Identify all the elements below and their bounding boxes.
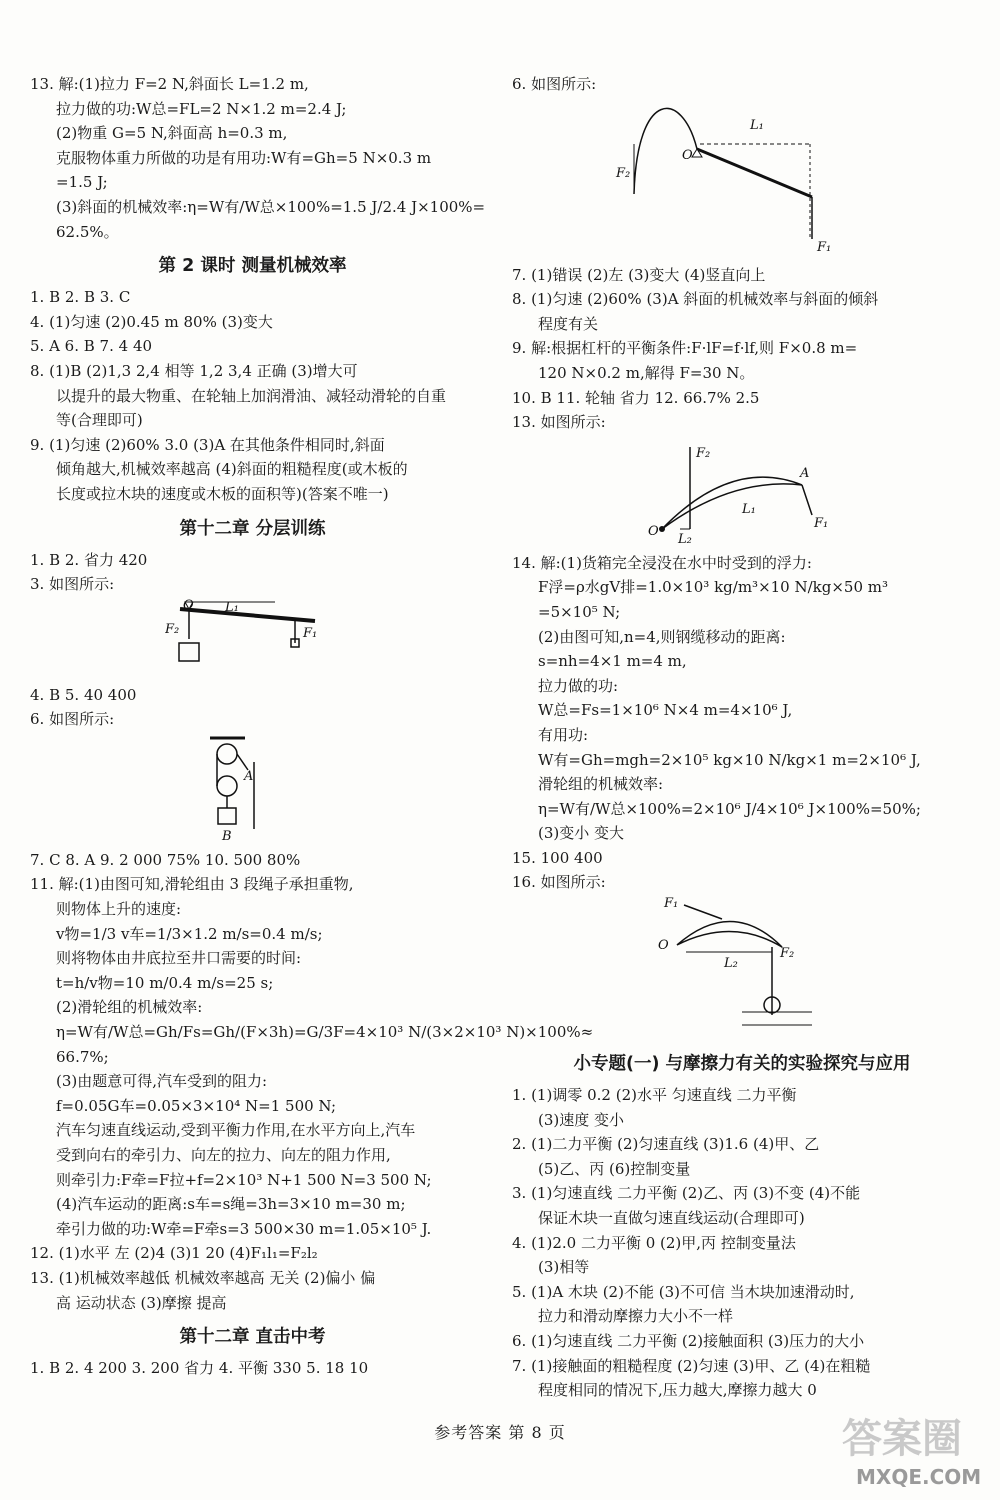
answer-line: 13. 解:(1)拉力 F=2 N,斜面长 L=1.2 m, <box>30 75 309 93</box>
answer-line: 克服物体重力所做的功是有用功:W有=Gh=5 N×0.3 m <box>56 148 432 167</box>
answer-line: 62.5%。 <box>56 222 119 241</box>
answer-line: (3)由题意可得,汽车受到的阻力: <box>56 1072 268 1091</box>
figure-lever-q6-right <box>612 99 852 259</box>
movable-pulley-icon <box>217 776 237 796</box>
answer-line: 汽车匀速直线运动,受到平衡力作用,在水平方向上,汽车 <box>56 1121 416 1140</box>
answer-line: 4. (1)匀速 (2)0.45 m 80% (3)变大 <box>30 312 273 331</box>
answer-line: (2)物重 G=5 N,斜面高 h=0.3 m, <box>56 124 288 143</box>
label-f1: F₁ <box>814 515 829 531</box>
answer-line: 8. (1)B (2)1,3 2,4 相等 1,2 3,4 正确 (3)增大可 <box>30 361 358 380</box>
svg-text:MXQE.COM: MXQE.COM <box>856 1465 982 1489</box>
label-l1: L₁ <box>742 501 756 517</box>
weight-block <box>179 643 199 661</box>
figure-lever-q16 <box>652 897 832 1042</box>
answer-line: 7. (1)接触面的粗糙程度 (2)匀速 (3)甲、乙 (4)在粗糙 <box>512 1356 871 1375</box>
answer-line: (3)相等 <box>538 1258 590 1277</box>
answer-line: 6. 如图所示: <box>30 710 115 729</box>
answer-line: 9. 解:根据杠杆的平衡条件:F·lF=f·lf,则 F×0.8 m= <box>512 339 858 358</box>
svg-text:答案圈: 答案圈 <box>842 1416 962 1462</box>
answer-line: (3)速度 变小 <box>538 1110 625 1129</box>
fixed-pulley-icon <box>217 744 237 764</box>
label-f1: F₁ <box>664 897 679 912</box>
answer-line: η=W有/W总=Gh/Fs=Gh/(F×3h)=G/3F=4×10³ N/(3×2×10³ N)×100%≈ <box>56 1023 594 1042</box>
label-o: O <box>183 598 194 613</box>
answer-line: s=nh=4×1 m=4 m, <box>538 652 687 671</box>
label-l1: L₁ <box>225 599 239 615</box>
answer-line: 牵引力做的功:W牵=F牵s=3 500×30 m=1.05×10⁵ J. <box>56 1219 432 1238</box>
answer-line: 1. B 2. 省力 420 <box>30 550 148 569</box>
answer-line: 长度或拉木块的速度或木板的面积等)(答案不唯一) <box>56 484 389 503</box>
label-b: B <box>222 828 232 844</box>
answer-line: 14. 解:(1)货箱完全浸没在水中时受到的浮力: <box>512 553 812 572</box>
section-heading: 小专题(一) 与摩擦力有关的实验探究与应用 <box>573 1054 911 1075</box>
label-f2: F₂ <box>616 165 631 181</box>
answer-line: 11. 解:(1)由图可知,滑轮组由 3 段绳子承担重物, <box>30 875 354 894</box>
figure-pulley-q6 <box>200 734 280 844</box>
answer-line: 则牵引力:F牵=F拉+f=2×10³ N+1 500 N=3 500 N; <box>56 1170 432 1189</box>
answer-line: 4. B 5. 40 400 <box>30 685 137 704</box>
answer-line: 保证木块一直做匀速直线运动(合理即可) <box>538 1209 805 1228</box>
block-b <box>218 808 236 824</box>
answer-line: 拉力做的功: <box>538 676 619 695</box>
answer-line: 有用功: <box>538 725 589 744</box>
pivot-icon <box>659 526 665 532</box>
answer-line: 则将物体由井底拉至井口需要的时间: <box>56 949 302 968</box>
answer-line: 程度相同的情况下,压力越大,摩擦力越大 0 <box>538 1381 817 1400</box>
answer-line: 15. 100 400 <box>512 848 603 867</box>
answer-line: (3)斜面的机械效率:η=W有/W总×100%=1.5 J/2.4 J×100%= <box>56 197 486 216</box>
force-f1-arrow <box>684 905 722 919</box>
answer-line: 2. (1)二力平衡 (2)匀速直线 (3)1.6 (4)甲、乙 <box>512 1135 820 1154</box>
answer-line: 6. 如图所示: <box>512 75 597 93</box>
figure-lever-q3 <box>165 599 335 679</box>
answer-line: 1. (1)调零 0.2 (2)水平 匀速直线 二力平衡 <box>512 1086 797 1105</box>
answer-line: W有=Gh=mgh=2×10⁵ kg×10 N/kg×1 m=2×10⁶ J, <box>538 750 921 769</box>
answer-line: F浮=ρ水gV排=1.0×10³ kg/m³×10 N/kg×50 m³ <box>538 578 889 597</box>
answer-line: f=0.05G车=0.05×3×10⁴ N=1 500 N; <box>56 1096 337 1115</box>
label-f1: F₁ <box>817 239 832 255</box>
lever-arm <box>697 149 812 197</box>
answer-line: 1. B 2. B 3. C <box>30 288 131 307</box>
figure-lever-q13 <box>642 437 832 547</box>
force-f1-arrow <box>802 485 812 515</box>
answer-line: 9. (1)匀速 (2)60% 3.0 (3)A 在其他条件相同时,斜面 <box>30 435 385 454</box>
answer-line: 等(合理即可) <box>56 411 143 430</box>
answer-line: 倾角越大,机械效率越高 (4)斜面的粗糙程度(或木板的 <box>56 460 408 479</box>
answer-line: 13. 如图所示: <box>512 413 606 432</box>
answer-line: 7. (1)错误 (2)左 (3)变大 (4)竖直向上 <box>512 265 766 284</box>
answer-line: 以提升的最大物重、在轮轴上加润滑油、减轻动滑轮的自重 <box>56 386 447 405</box>
label-o: O <box>658 938 669 954</box>
answer-line: (2)滑轮组的机械效率: <box>56 998 203 1017</box>
answer-line: η=W有/W总×100%=2×10⁶ J/4×10⁶ J×100%=50%; <box>538 799 921 818</box>
page-footer: 参考答案 第 8 页 <box>434 1423 566 1442</box>
answer-line: 滑轮组的机械效率: <box>538 775 664 794</box>
label-l2: L₂ <box>724 956 738 972</box>
answer-line: 7. C 8. A 9. 2 000 75% 10. 500 80% <box>30 850 301 869</box>
answer-line: 13. (1)机械效率越低 机械效率越高 无关 (2)偏小 偏 <box>30 1268 376 1287</box>
answer-line: 1. B 2. 4 200 3. 200 省力 4. 平衡 330 5. 18 10 <box>30 1359 369 1378</box>
label-f1: F₁ <box>303 625 318 641</box>
label-o: O <box>682 147 693 163</box>
label-o: O <box>648 523 659 539</box>
answer-line: 4. (1)2.0 二力平衡 0 (2)甲,丙 控制变量法 <box>512 1233 796 1252</box>
answer-line: =1.5 J; <box>56 173 108 192</box>
rope-2 <box>237 754 248 770</box>
label-a: A <box>244 768 254 784</box>
answer-line: =5×10⁵ N; <box>538 602 621 621</box>
answer-line: W总=Fs=1×10⁶ N×4 m=4×10⁶ J, <box>538 701 793 720</box>
watermark-logo-icon <box>838 1400 988 1492</box>
answer-line: 5. A 6. B 7. 4 40 <box>30 337 153 356</box>
answer-line: 则物体上升的速度: <box>56 900 182 919</box>
answer-line: 10. B 11. 轮轴 省力 12. 66.7% 2.5 <box>512 388 760 407</box>
answer-line: 3. 如图所示: <box>30 575 115 594</box>
label-f2: F₂ <box>696 445 711 461</box>
label-l2: L₂ <box>678 531 692 547</box>
label-l1: L₁ <box>750 117 764 133</box>
answer-line: t=h/v物=10 m/0.4 m/s=25 s; <box>56 973 274 992</box>
answer-line: 5. (1)A 木块 (2)不能 (3)不可信 当木块加速滑动时, <box>512 1282 855 1301</box>
answer-line: (3)变小 变大 <box>538 824 625 843</box>
section-heading: 第十二章 分层训练 <box>179 518 326 539</box>
section-heading: 第 2 课时 测量机械效率 <box>158 256 347 277</box>
label-a: A <box>800 465 810 481</box>
answer-line: 受到向右的牵引力、向左的拉力、向左的阻力作用, <box>56 1146 391 1164</box>
answer-line: 拉力做的功:W总=FL=2 N×1.2 m=2.4 J; <box>56 99 347 118</box>
lever-body <box>662 477 802 529</box>
answer-line: 16. 如图所示: <box>512 873 606 892</box>
label-f2: F₂ <box>780 946 795 962</box>
lever-body <box>677 922 782 948</box>
answer-line: v物=1/3 v车=1/3×1.2 m/s=0.4 m/s; <box>56 924 323 943</box>
answer-line: 120 N×0.2 m,解得 F=30 N。 <box>538 363 755 382</box>
answer-line: 8. (1)匀速 (2)60% (3)A 斜面的机械效率与斜面的倾斜 <box>512 290 879 309</box>
answer-line: (5)乙、丙 (6)控制变量 <box>538 1159 691 1178</box>
answer-line: (4)汽车运动的距离:s车=s绳=3h=3×10 m=30 m; <box>56 1195 406 1214</box>
answer-line: 6. (1)匀速直线 二力平衡 (2)接触面积 (3)压力的大小 <box>512 1332 865 1350</box>
answer-line: 拉力和滑动摩擦力大小不一样 <box>538 1307 734 1326</box>
right-column <box>512 72 972 1403</box>
label-f2: F₂ <box>165 621 180 637</box>
answer-line: 3. (1)匀速直线 二力平衡 (2)乙、丙 (3)不变 (4)不能 <box>512 1184 861 1203</box>
section-heading: 第十二章 直击中考 <box>179 1327 326 1348</box>
answer-line: 高 运动状态 (3)摩擦 提高 <box>56 1293 227 1312</box>
answer-line: 12. (1)水平 左 (2)4 (3)1 20 (4)F₁l₁=F₂l₂ <box>30 1244 318 1263</box>
answer-line: (2)由图可知,n=4,则钢缆移动的距离: <box>538 627 786 646</box>
answer-line: 程度有关 <box>538 314 599 333</box>
answer-line: 66.7%; <box>56 1047 109 1066</box>
